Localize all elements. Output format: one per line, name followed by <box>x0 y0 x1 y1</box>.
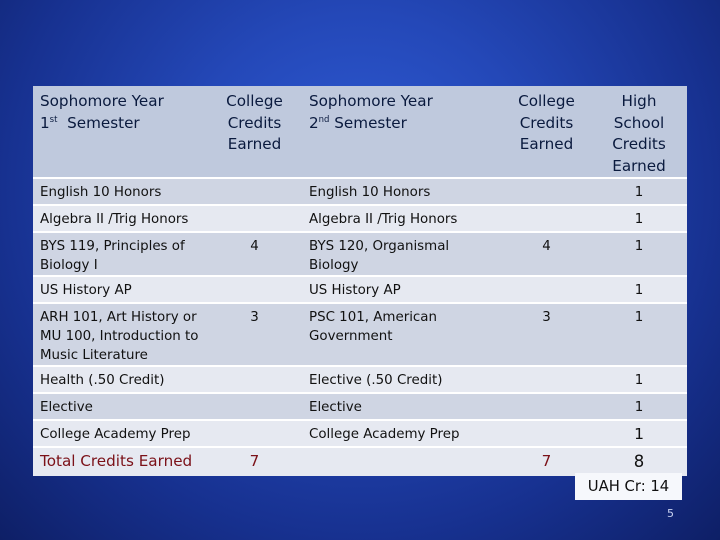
hs-credits: 1 <box>591 367 687 394</box>
hs-credits: 1 <box>591 421 687 448</box>
header-sem2: Sophomore Year 2nd Semester <box>302 86 502 179</box>
sem1-course: US History AP <box>33 277 207 304</box>
sem2-course: PSC 101, American Government <box>302 304 502 367</box>
header-high-school-credits: High School Credits Earned <box>591 86 687 179</box>
header-college-credits-2: College Credits Earned <box>502 86 591 179</box>
table-row <box>33 394 687 421</box>
table-row <box>33 206 687 233</box>
sem2-credits <box>502 421 591 448</box>
hs-credits: 1 <box>591 304 687 367</box>
sem1-credits: 3 <box>207 304 302 367</box>
credits-table <box>33 86 687 476</box>
table-row <box>33 367 687 394</box>
sem2-credits <box>502 179 591 206</box>
header-row <box>33 86 687 179</box>
sem2-credits <box>502 394 591 421</box>
table-row <box>33 233 687 277</box>
sem2-credits <box>502 367 591 394</box>
sem2-course: Algebra II /Trig Honors <box>302 206 502 233</box>
sem1-credits <box>207 179 302 206</box>
sem2-course: College Academy Prep <box>302 421 502 448</box>
sem1-course: Algebra II /Trig Honors <box>33 206 207 233</box>
sem1-credits <box>207 421 302 448</box>
total-hs-credits: 8 <box>591 448 687 476</box>
table-row <box>33 304 687 367</box>
hs-credits: 1 <box>591 394 687 421</box>
sem1-credits <box>207 277 302 304</box>
total-sem2-empty <box>302 448 502 476</box>
credits-table-wrapper <box>33 86 687 471</box>
sem1-credits: 4 <box>207 233 302 277</box>
hs-credits: 1 <box>591 277 687 304</box>
sem1-course: English 10 Honors <box>33 179 207 206</box>
total-row <box>33 448 687 476</box>
sem2-credits <box>502 277 591 304</box>
sem2-course: Elective (.50 Credit) <box>302 367 502 394</box>
sem2-course: Elective <box>302 394 502 421</box>
sem1-course: Elective <box>33 394 207 421</box>
total-sem2-credits: 7 <box>502 448 591 476</box>
uah-credits-box: UAH Cr: 14 <box>575 473 682 500</box>
sem2-course: BYS 120, Organismal Biology <box>302 233 502 277</box>
sem1-credits <box>207 394 302 421</box>
sem1-credits <box>207 206 302 233</box>
sem1-course: ARH 101, Art History or MU 100, Introduction to Music Literature <box>33 304 207 367</box>
hs-credits: 1 <box>591 233 687 277</box>
table-row <box>33 277 687 304</box>
sem1-course: College Academy Prep <box>33 421 207 448</box>
sem2-credits: 4 <box>502 233 591 277</box>
sem1-course: Health (.50 Credit) <box>33 367 207 394</box>
sem2-credits <box>502 206 591 233</box>
header-sem1: Sophomore Year 1st Semester <box>33 86 207 179</box>
sem2-credits: 3 <box>502 304 591 367</box>
total-label: Total Credits Earned <box>33 448 207 476</box>
hs-credits: 1 <box>591 179 687 206</box>
total-sem1-credits: 7 <box>207 448 302 476</box>
sem2-course: US History AP <box>302 277 502 304</box>
page-number: 5 <box>667 507 674 520</box>
table-row <box>33 179 687 206</box>
header-college-credits-1: College Credits Earned <box>207 86 302 179</box>
table-row <box>33 421 687 448</box>
sem1-credits <box>207 367 302 394</box>
sem2-course: English 10 Honors <box>302 179 502 206</box>
sem1-course: BYS 119, Principles of Biology I <box>33 233 207 277</box>
hs-credits: 1 <box>591 206 687 233</box>
